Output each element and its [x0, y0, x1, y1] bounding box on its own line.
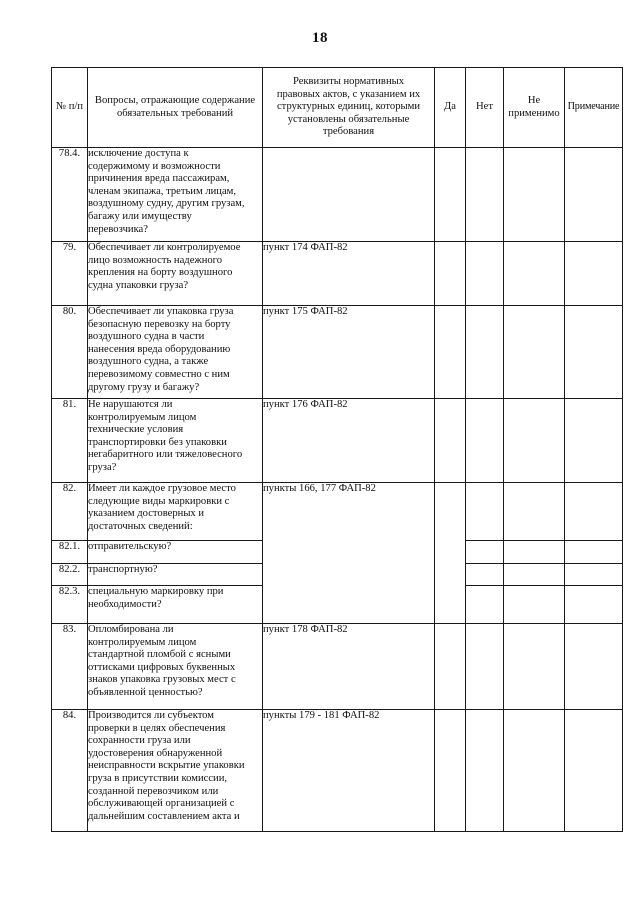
note-cell[interactable] [565, 586, 623, 624]
row-question: Производится ли субъектом проверки в целях обеспечения сохранности груза или удостоверения обнаруженной неисправности вскрытие упаковки груза в присутствии комиссии, созданной перевозчиком или обслуживающей организацией с дальнейшим составлением акта и [88, 710, 263, 832]
row-reference [263, 148, 435, 242]
row-num: 82. [52, 483, 88, 541]
answer-na-cell[interactable] [504, 541, 565, 564]
answer-na-cell[interactable] [504, 483, 565, 541]
row-num: 82.3. [52, 586, 88, 624]
row-question: Имеет ли каждое грузовое место следующие виды маркировки с указанием достоверных и достаточных сведений: [88, 483, 263, 541]
answer-no-cell[interactable] [466, 624, 504, 710]
note-cell[interactable] [565, 242, 623, 306]
answer-na-cell[interactable] [504, 624, 565, 710]
answer-no-cell[interactable] [466, 306, 504, 399]
note-cell[interactable] [565, 483, 623, 541]
header-na: Не применимо [504, 68, 565, 148]
row-reference: пункт 175 ФАП-82 [263, 306, 435, 399]
table-row [52, 624, 623, 710]
answer-yes-cell[interactable] [435, 624, 466, 710]
answer-no-cell[interactable] [466, 710, 504, 832]
row-num: 82.1. [52, 541, 88, 564]
table-row [52, 483, 623, 541]
answer-yes-cell[interactable] [435, 399, 466, 483]
note-cell[interactable] [565, 624, 623, 710]
table-row [52, 306, 623, 399]
answer-no-cell[interactable] [466, 483, 504, 541]
answer-na-cell[interactable] [504, 399, 565, 483]
answer-yes-cell[interactable] [435, 306, 466, 399]
row-num: 79. [52, 242, 88, 306]
row-reference: пункты 166, 177 ФАП-82 [263, 483, 435, 624]
answer-na-cell[interactable] [504, 242, 565, 306]
answer-yes-cell[interactable] [435, 148, 466, 242]
note-cell[interactable] [565, 710, 623, 832]
row-question: Обеспечивает ли контролируемое лицо возможность надежного крепления на борту воздушного судна упаковки груза? [88, 242, 263, 306]
header-no: Нет [466, 68, 504, 148]
row-question: специальную маркировку при необходимости? [88, 586, 263, 624]
row-num: 78.4. [52, 148, 88, 242]
table-row [52, 399, 623, 483]
answer-na-cell[interactable] [504, 586, 565, 624]
row-num: 81. [52, 399, 88, 483]
answer-na-cell[interactable] [504, 306, 565, 399]
note-cell[interactable] [565, 399, 623, 483]
requirements-checklist-table [51, 67, 623, 832]
row-reference: пункт 176 ФАП-82 [263, 399, 435, 483]
note-cell[interactable] [565, 306, 623, 399]
answer-no-cell[interactable] [466, 148, 504, 242]
row-reference: пункт 178 ФАП-82 [263, 624, 435, 710]
answer-no-cell[interactable] [466, 399, 504, 483]
table-row [52, 242, 623, 306]
row-question: исключение доступа к содержимому и возможности причинения вреда пассажирам, членам экипажа, третьим лицам, воздушному судну, другим грузам, багажу или имуществу перевозчика? [88, 148, 263, 242]
row-num: 83. [52, 624, 88, 710]
answer-yes-cell[interactable] [435, 483, 466, 624]
header-question: Вопросы, отражающие содержание обязательных требований [88, 68, 263, 148]
row-question: Не нарушаются ли контролируемым лицом технические условия транспортировки без упаковки негабаритного или тяжеловесного груза? [88, 399, 263, 483]
header-note: Примечание [565, 68, 623, 148]
row-reference: пункт 174 ФАП-82 [263, 242, 435, 306]
header-yes: Да [435, 68, 466, 148]
page-number: 18 [312, 30, 328, 46]
table-header-row [52, 68, 623, 148]
note-cell[interactable] [565, 148, 623, 242]
answer-yes-cell[interactable] [435, 242, 466, 306]
row-question: Опломбирована ли контролируемым лицом стандартной пломбой с ясными оттисками цифровых буквенных знаков упаковка грузовых мест с объявленной ценностью? [88, 624, 263, 710]
header-num: № п/п [52, 68, 88, 148]
answer-no-cell[interactable] [466, 541, 504, 564]
answer-no-cell[interactable] [466, 242, 504, 306]
answer-no-cell[interactable] [466, 564, 504, 586]
answer-yes-cell[interactable] [435, 710, 466, 832]
answer-na-cell[interactable] [504, 564, 565, 586]
answer-na-cell[interactable] [504, 148, 565, 242]
row-num: 82.2. [52, 564, 88, 586]
note-cell[interactable] [565, 564, 623, 586]
row-question: Обеспечивает ли упаковка груза безопасную перевозку на борту воздушного судна в части нанесения вреда оборудованию воздушного судна, а также перевозимому совместно с ним другому грузу и багажу? [88, 306, 263, 399]
answer-na-cell[interactable] [504, 710, 565, 832]
row-num: 84. [52, 710, 88, 832]
row-reference: пункты 179 - 181 ФАП-82 [263, 710, 435, 832]
note-cell[interactable] [565, 541, 623, 564]
header-reference: Реквизиты нормативных правовых актов, с указанием их структурных единиц, которыми установлены обязательные требования [263, 68, 435, 148]
table-row [52, 710, 623, 832]
table-row [52, 148, 623, 242]
row-question: транспортную? [88, 564, 263, 586]
row-question: отправительскую? [88, 541, 263, 564]
row-num: 80. [52, 306, 88, 399]
answer-no-cell[interactable] [466, 586, 504, 624]
